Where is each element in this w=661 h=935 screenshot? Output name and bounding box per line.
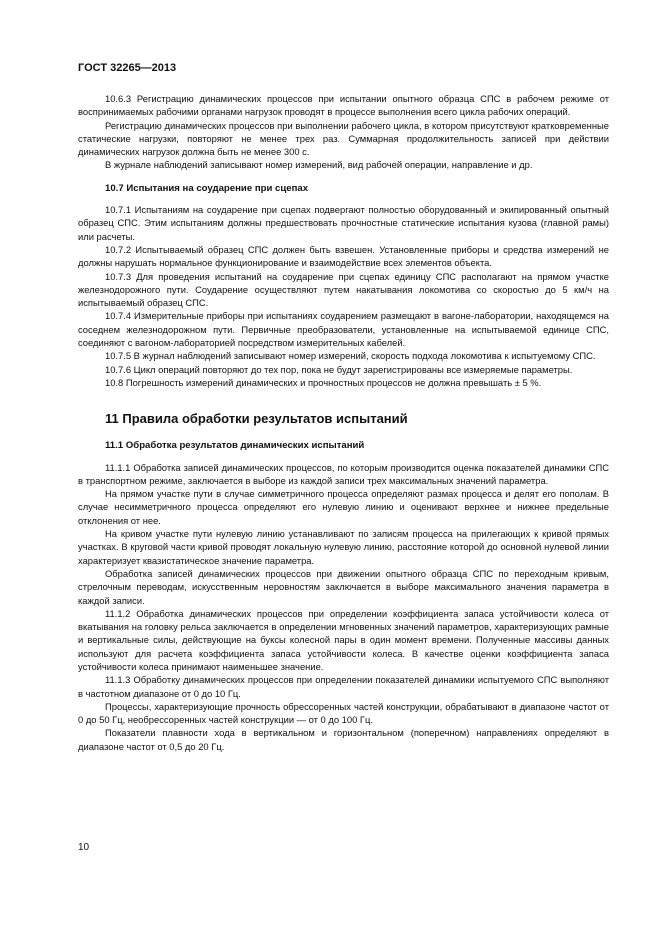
document-header: ГОСТ 32265—2013 bbox=[78, 62, 177, 74]
paragraph-11-1-2: 11.1.2 Обработка динамических процессов при определении коэффициента запаса устойчивости колеса от вкатывания на головку рельса заключается в определении мгновенных значений параметров, характеризующих рамные и вертикальные силы, действующие на буксы колесной пары в один момент времени. Полученные массивы данных используют для расчета коэффициента запаса устойчивости колеса. В качестве оценки коэффициента запаса устойчивости колеса принимают наименьшее значение. bbox=[78, 607, 609, 672]
page-number: 10 bbox=[78, 842, 90, 853]
paragraph-10-7-1: 10.7.1 Испытаниям на соударение при сцепах подвергают полностью оборудованный и экипированный опытный образец СПС. Этим испытаниям должны предшествовать прочностные статические испытания кузова (главной рамы) или расчеты. bbox=[78, 204, 609, 242]
paragraph-11-1-1: 11.1.1 Обработка записей динамических процессов, по которым производится оценка показателей динамики СПС в транспортном режиме, заключается в выборе из каждой записи трех максимальных значений параметра. bbox=[78, 461, 609, 486]
subsection-heading-11-1: 11.1 Обработка результатов динамических испытаний bbox=[105, 440, 365, 452]
paragraph: Обработка записей динамических процессов при движении опытного образца СПС по переходным кривым, стрелочным переводам, искусственным неровностям заключается в выборе максимального значения параметра в каждой записи. bbox=[78, 567, 609, 606]
subsection-heading-10-7: 10.7 Испытания на соударение при сцепах bbox=[105, 182, 309, 194]
paragraph-10-8: 10.8 Погрешность измерений динамических и прочностных процессов не должна превышать ± 5 %. bbox=[105, 376, 542, 388]
paragraph-10-7-4: 10.7.4 Измерительные приборы при испытаниях соударением размещают в вагоне-лаборатории, находящемся на соседнем железнодорожном пути. Первичные преобразователи, установленные на испытываемой единице СПС, соединяют с вагоном-лабораторией посредством измерительных кабелей. bbox=[78, 310, 609, 349]
document-body bbox=[78, 92, 609, 753]
paragraph-10-7-2: 10.7.2 Испытываемый образец СПС должен быть взвешен. Установленные приборы и средства измерений не должны нарушать нормальное функционирование и взаимодействие всех элементов объекта. bbox=[78, 243, 609, 269]
paragraph-10-7-6: 10.7.6 Цикл операций повторяют до тех пор, пока не будут зарегистрированы все измеряемые параметры. bbox=[105, 363, 573, 375]
section-heading-11: 11 Правила обработки результатов испытаний bbox=[105, 411, 408, 427]
paragraph: Процессы, характеризующие прочность обрессоренных частей конструкции, обрабатывают в диапазоне частот от 0 до 50 Гц, необрессоренных частей конструкции — от 0 до 100 Гц. bbox=[78, 700, 609, 726]
paragraph: Показатели плавности хода в вертикальном и горизонтальном (поперечном) направлениях определяют в диапазоне частот от 0,5 до 20 Гц. bbox=[78, 727, 609, 752]
paragraph-10-7-5: 10.7.5 В журнал наблюдений записывают номер измерений, скорость подхода локомотива к испытуемому СПС. bbox=[105, 350, 596, 362]
paragraph-11-1-3: 11.1.3 Обработку динамических процессов при определении показателей динамики испытуемого СПС выполняют в частотном диапазоне от 0 до 10 Гц. bbox=[78, 674, 609, 699]
paragraph-10-6-3: 10.6.3 Регистрацию динамических процессов при испытании опытного образца СПС в рабочем режиме от воспринимаемых рабочими органами нагрузок проводят в процессе выполнения всего цикла рабочих операций. bbox=[78, 93, 609, 118]
paragraph: Регистрацию динамических процессов при выполнении рабочего цикла, в котором присутствуют кратковременные статические нагрузки, повторяют не менее трех раз. Суммарная продолжительность записей при действии динамических нагрузок должна быть не менее 300 с. bbox=[78, 119, 609, 158]
paragraph: На прямом участке пути в случае симметричного процесса определяют размах процесса и делят его пополам. В случае несимметричного процесса определяют его нулевую линию и оценивают верхнее и нижнее предельные отклонения от нее. bbox=[78, 488, 609, 526]
paragraph: На кривом участке пути нулевую линию устанавливают по записям процесса на прилегающих к кривой прямых участках. В круговой части кривой проводят локальную нулевую линию, расстояние которой до основной нулевой линии характеризует квазистатическое значение параметра. bbox=[78, 528, 609, 566]
paragraph: В журнале наблюдений записывают номер измерений, вид рабочей операции, направление и др. bbox=[105, 159, 533, 171]
paragraph-10-7-3: 10.7.3 Для проведения испытаний на соударение при сцепах единицу СПС располагают на прямом участке железнодорожного пути. Соударение осуществляют путем накатывания локомотива со скоростью до 5 км/ч на испытываемый образец СПС. bbox=[78, 270, 609, 309]
